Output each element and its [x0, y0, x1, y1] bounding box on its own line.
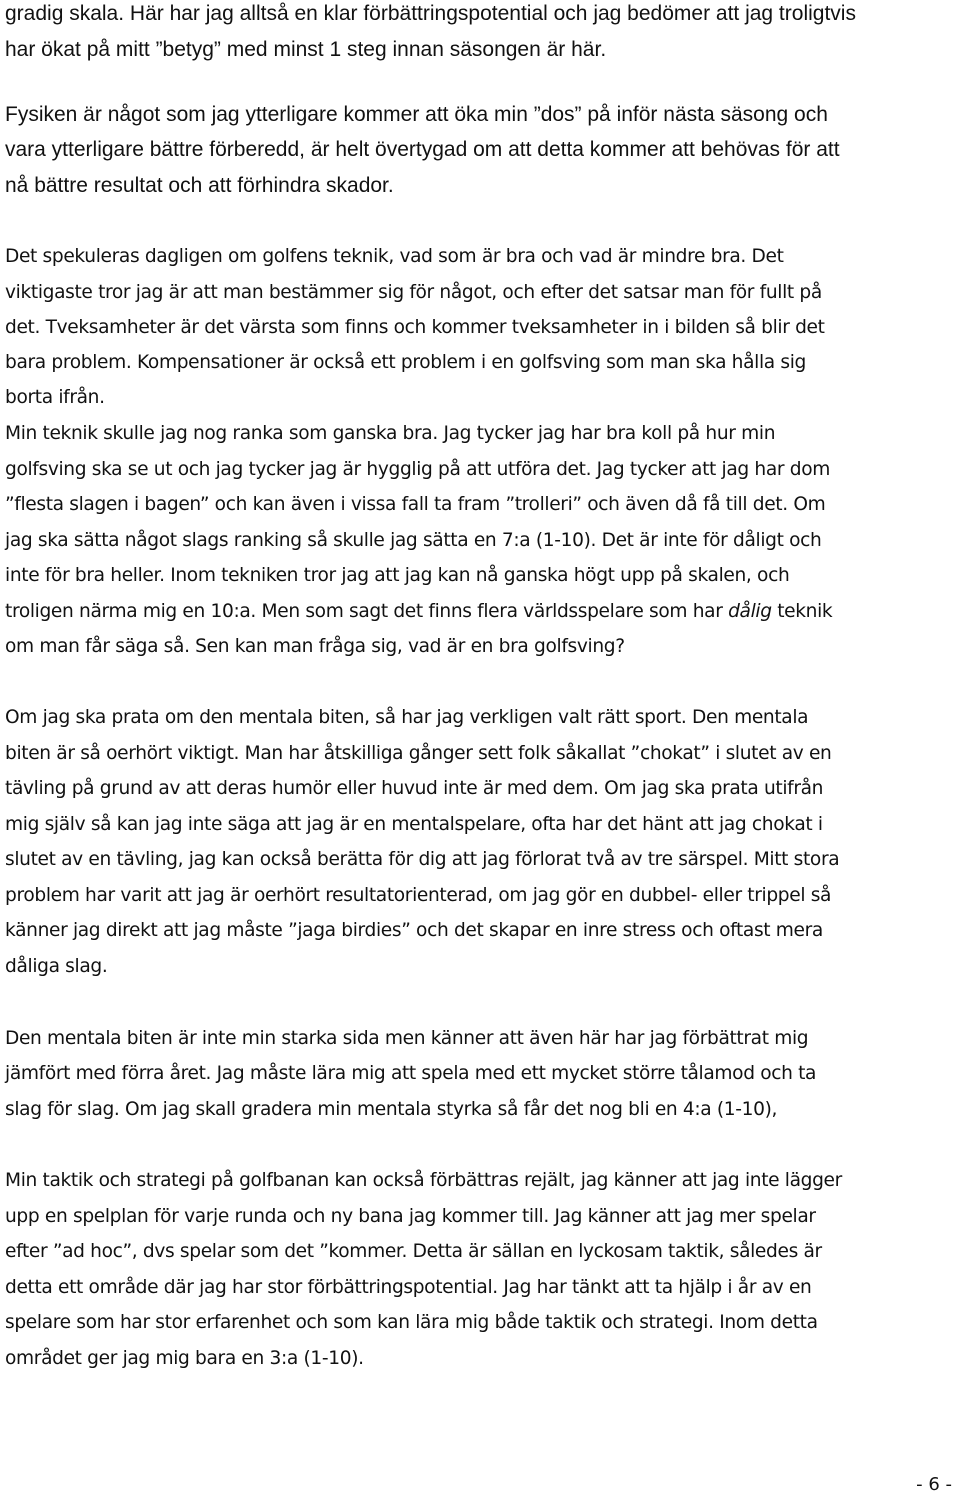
- line-text: Den mentala biten är inte min starka sida men känner att även här har jag förbättrat mig: [5, 1028, 809, 1049]
- text-line: [5, 1206, 816, 1227]
- text-line: [5, 387, 105, 408]
- text-line: [5, 885, 831, 906]
- text-line: [5, 743, 831, 764]
- line-text: slutet av en tävling, jag kan också berätta för dig att jag förlorat två av tre särspel. Mitt stora: [5, 849, 840, 870]
- line-text: biten är så oerhört viktigt. Man har åtskilliga gånger sett folk såkallat ”chokat” i slutet av en: [5, 743, 832, 764]
- line-text: Det spekuleras dagligen om golfens teknik, vad som är bra och vad är mindre bra. Det: [5, 246, 784, 267]
- text-line: [5, 565, 789, 586]
- line-text: jag ska sätta något slags ranking så skulle jag sätta en 7:a (1-10). Det är inte för dåligt och: [5, 530, 822, 551]
- text-line: [5, 814, 823, 835]
- line-text: har ökat på mitt ”betyg” med minst 1 steg innan säsongen är här.: [5, 38, 607, 61]
- line-text: nå bättre resultat och att förhindra skador.: [5, 174, 394, 197]
- text-line: [5, 636, 625, 657]
- line-text: detta ett område där jag har stor förbättringspotential. Jag har tänkt att ta hjälp i år av en: [5, 1277, 812, 1298]
- line-text: det. Tveksamheter är det värsta som finns och kommer tveksamheter in i bilden så blir det: [5, 317, 825, 338]
- text-line: [5, 174, 394, 198]
- line-text: tävling på grund av att deras humör eller huvud inte är med dem. Om jag ska prata utifrån: [5, 778, 824, 799]
- line-text: efter ”ad hoc”, dvs spelar som det ”kommer. Detta är sällan en lyckosam taktik, således är: [5, 1241, 822, 1262]
- line-text: Fysiken är något som jag ytterligare kommer att öka min ”dos” på inför nästa säsong och: [5, 103, 828, 126]
- line-text: området ger jag mig bara en 3:a (1-10).: [5, 1348, 364, 1369]
- text-line: [5, 530, 821, 551]
- text-line: [5, 38, 606, 62]
- line-text: jämfört med förra året. Jag måste lära mig att spela med ett mycket större tålamod och ta: [5, 1063, 817, 1084]
- line-text: om man får säga så. Sen kan man fråga sig, vad är en bra golfsving?: [5, 636, 625, 657]
- text-line: [5, 459, 830, 480]
- text-line: [5, 103, 828, 127]
- text-line: [5, 282, 822, 303]
- text-line: [5, 1241, 822, 1262]
- text-line: [5, 352, 806, 373]
- line-text: viktigaste tror jag är att man bestämmer sig för något, och efter det satsar man för fullt på: [5, 282, 822, 303]
- text-line: [5, 2, 856, 26]
- line-text: Om jag ska prata om den mentala biten, så har jag verkligen valt rätt sport. Den mentala: [5, 707, 809, 728]
- page-number: - 6 -: [916, 1474, 952, 1495]
- line-text: golfsving ska se ut och jag tycker jag är hygglig på att utföra det. Jag tycker att jag har dom: [5, 459, 830, 480]
- text-line: [5, 1312, 818, 1333]
- text-line: [5, 601, 832, 622]
- line-text: gradig skala. Här har jag alltså en klar förbättringspotential och jag bedömer att jag troligtvis: [5, 2, 856, 25]
- line-text: Min taktik och strategi på golfbanan kan också förbättras rejält, jag känner att jag inte lägger: [5, 1170, 842, 1191]
- text-line: [5, 1099, 777, 1120]
- line-text: ”flesta slagen i bagen” och kan även i vissa fall ta fram ”trolleri” och även då få till det. Om: [5, 494, 826, 515]
- line-text: mig själv så kan jag inte säga att jag är en mentalspelare, ofta har det hänt att jag chokat i: [5, 814, 823, 835]
- line-text: problem har varit att jag är oerhört resultatorienterad, om jag gör en dubbel- eller trippel så: [5, 885, 832, 906]
- text-line: [5, 1063, 816, 1084]
- text-line: [5, 423, 775, 444]
- text-line: [5, 778, 823, 799]
- line-text: troligen närma mig en 10:a. Men som sagt det finns flera världsspelare som har: [5, 601, 729, 622]
- text-line: [5, 920, 823, 941]
- line-text: känner jag direkt att jag måste ”jaga birdies” och det skapar en inre stress och oftast mera: [5, 920, 823, 941]
- line-text-after: teknik: [771, 601, 833, 622]
- line-text: Min teknik skulle jag nog ranka som ganska bra. Jag tycker jag har bra koll på hur min: [5, 423, 776, 444]
- text-line: [5, 246, 784, 267]
- line-text: dåliga slag.: [5, 956, 108, 977]
- line-text: vara ytterligare bättre förberedd, är helt övertygad om att detta kommer att behövas för att: [5, 138, 840, 161]
- text-line: [5, 317, 825, 338]
- text-line: [5, 1348, 364, 1369]
- text-line: [5, 1277, 812, 1298]
- text-line: [5, 1170, 842, 1191]
- line-text: upp en spelplan för varje runda och ny bana jag kommer till. Jag känner att jag mer spelar: [5, 1206, 816, 1227]
- line-text: spelare som har stor erfarenhet och som kan lära mig både taktik och strategi. Inom detta: [5, 1312, 818, 1333]
- line-text: bara problem. Kompensationer är också ett problem i en golfsving som man ska hålla sig: [5, 352, 807, 373]
- text-line: [5, 1028, 808, 1049]
- line-text: slag för slag. Om jag skall gradera min mentala styrka så får det nog bli en 4:a (1-10),: [5, 1099, 778, 1120]
- text-line: [5, 849, 839, 870]
- emphasis-text: dålig: [728, 601, 772, 622]
- line-text: borta ifrån.: [5, 387, 105, 408]
- text-line: [5, 494, 825, 515]
- line-text: inte för bra heller. Inom tekniken tror jag att jag kan nå ganska högt upp på skalen, och: [5, 565, 790, 586]
- text-line: [5, 707, 808, 728]
- text-line: [5, 956, 107, 977]
- text-line: [5, 138, 840, 162]
